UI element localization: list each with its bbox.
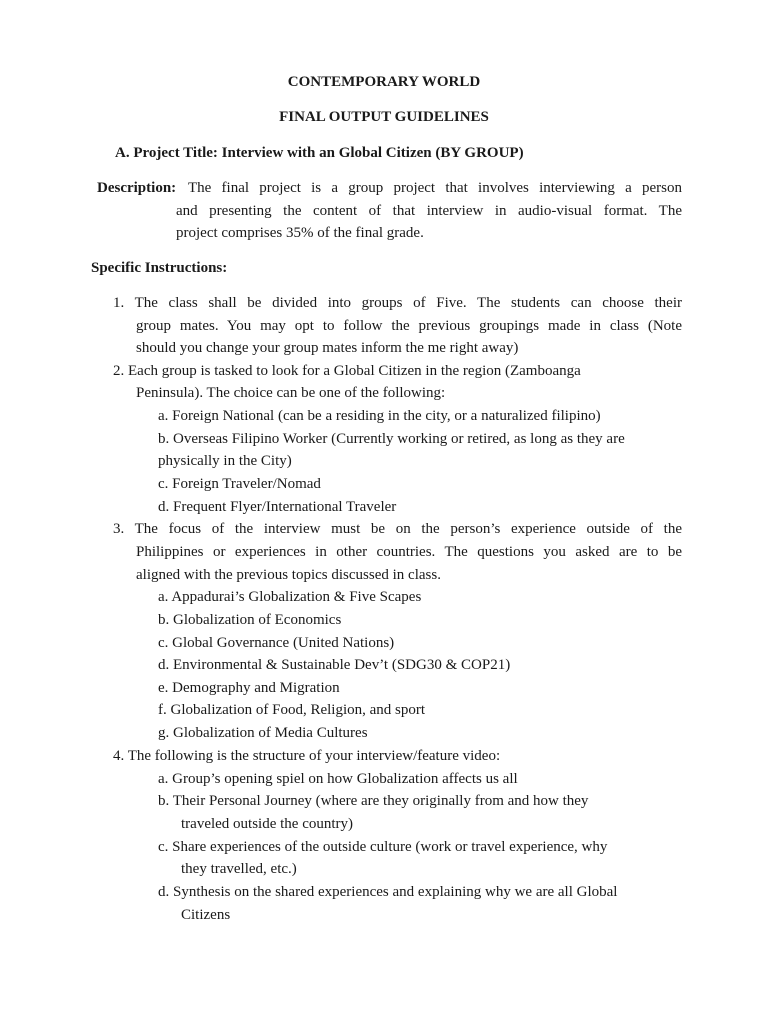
item-1-line-1: 1. The class shall be divided into groups of Five. The students can choose their: [113, 295, 682, 311]
specific-instructions-heading: Specific Instructions:: [91, 260, 228, 276]
description-line-3: project comprises 35% of the final grade.: [176, 225, 424, 241]
item-4-line-1: 4. The following is the structure of your interview/feature video:: [113, 748, 501, 764]
item-4-sub-c-line-1: c. Share experiences of the outside culture (work or travel experience, why: [158, 839, 608, 855]
item-3-line-3: aligned with the previous topics discussed in class.: [136, 567, 441, 583]
item-4-sub-b-line-2: traveled outside the country): [181, 816, 354, 832]
document-title: FINAL OUTPUT GUIDELINES: [279, 109, 489, 125]
description-label: Description:: [97, 180, 177, 196]
item-3-line-2: Philippines or experiences in other countries. The questions you asked are to be: [136, 544, 682, 560]
item-2-sub-d: d. Frequent Flyer/International Traveler: [158, 499, 397, 515]
item-4-sub-b-line-1: b. Their Personal Journey (where are they originally from and how they: [158, 793, 589, 809]
item-3-sub-f: f. Globalization of Food, Religion, and sport: [158, 702, 426, 718]
course-title: CONTEMPORARY WORLD: [287, 74, 481, 90]
description-line-2: and presenting the content of that interview in audio-visual format. The: [176, 203, 682, 219]
item-2-sub-b-line-1: b. Overseas Filipino Worker (Currently working or retired, as long as they are: [158, 431, 625, 447]
item-3-sub-d: d. Environmental & Sustainable Dev’t (SDG30 & COP21): [158, 657, 511, 673]
item-2-line-2: Peninsula). The choice can be one of the following:: [136, 385, 446, 401]
item-2-sub-a: a. Foreign National (can be a residing in the city, or a naturalized filipino): [158, 408, 601, 424]
item-4-sub-d-line-2: Citizens: [181, 907, 231, 923]
item-2-sub-b-line-2: physically in the City): [158, 453, 292, 469]
item-4-sub-c-line-2: they travelled, etc.): [181, 861, 297, 877]
item-3-sub-b: b. Globalization of Economics: [158, 612, 342, 628]
item-3-sub-c: c. Global Governance (United Nations): [158, 635, 395, 651]
item-3-sub-e: e. Demography and Migration: [158, 680, 340, 696]
item-2-line-1: 2. Each group is tasked to look for a Global Citizen in the region (Zamboanga: [113, 363, 581, 379]
project-title: A. Project Title: Interview with an Global Citizen (BY GROUP): [115, 145, 524, 161]
item-1-line-3: should you change your group mates inform the me right away): [136, 340, 519, 356]
item-2-sub-c: c. Foreign Traveler/Nomad: [158, 476, 321, 492]
item-3-sub-a: a. Appadurai’s Globalization & Five Scapes: [158, 589, 422, 605]
item-3-line-1: 3. The focus of the interview must be on the person’s experience outside of the: [113, 521, 682, 537]
description-line-1: The final project is a group project that involves interviewing a person: [188, 180, 682, 196]
item-4-sub-a: a. Group’s opening spiel on how Globalization affects us all: [158, 771, 518, 787]
item-4-sub-d-line-1: d. Synthesis on the shared experiences and explaining why we are all Global: [158, 884, 618, 900]
item-3-sub-g: g. Globalization of Media Cultures: [158, 725, 368, 741]
item-1-line-2: group mates. You may opt to follow the previous groupings made in class (Note: [136, 318, 682, 334]
